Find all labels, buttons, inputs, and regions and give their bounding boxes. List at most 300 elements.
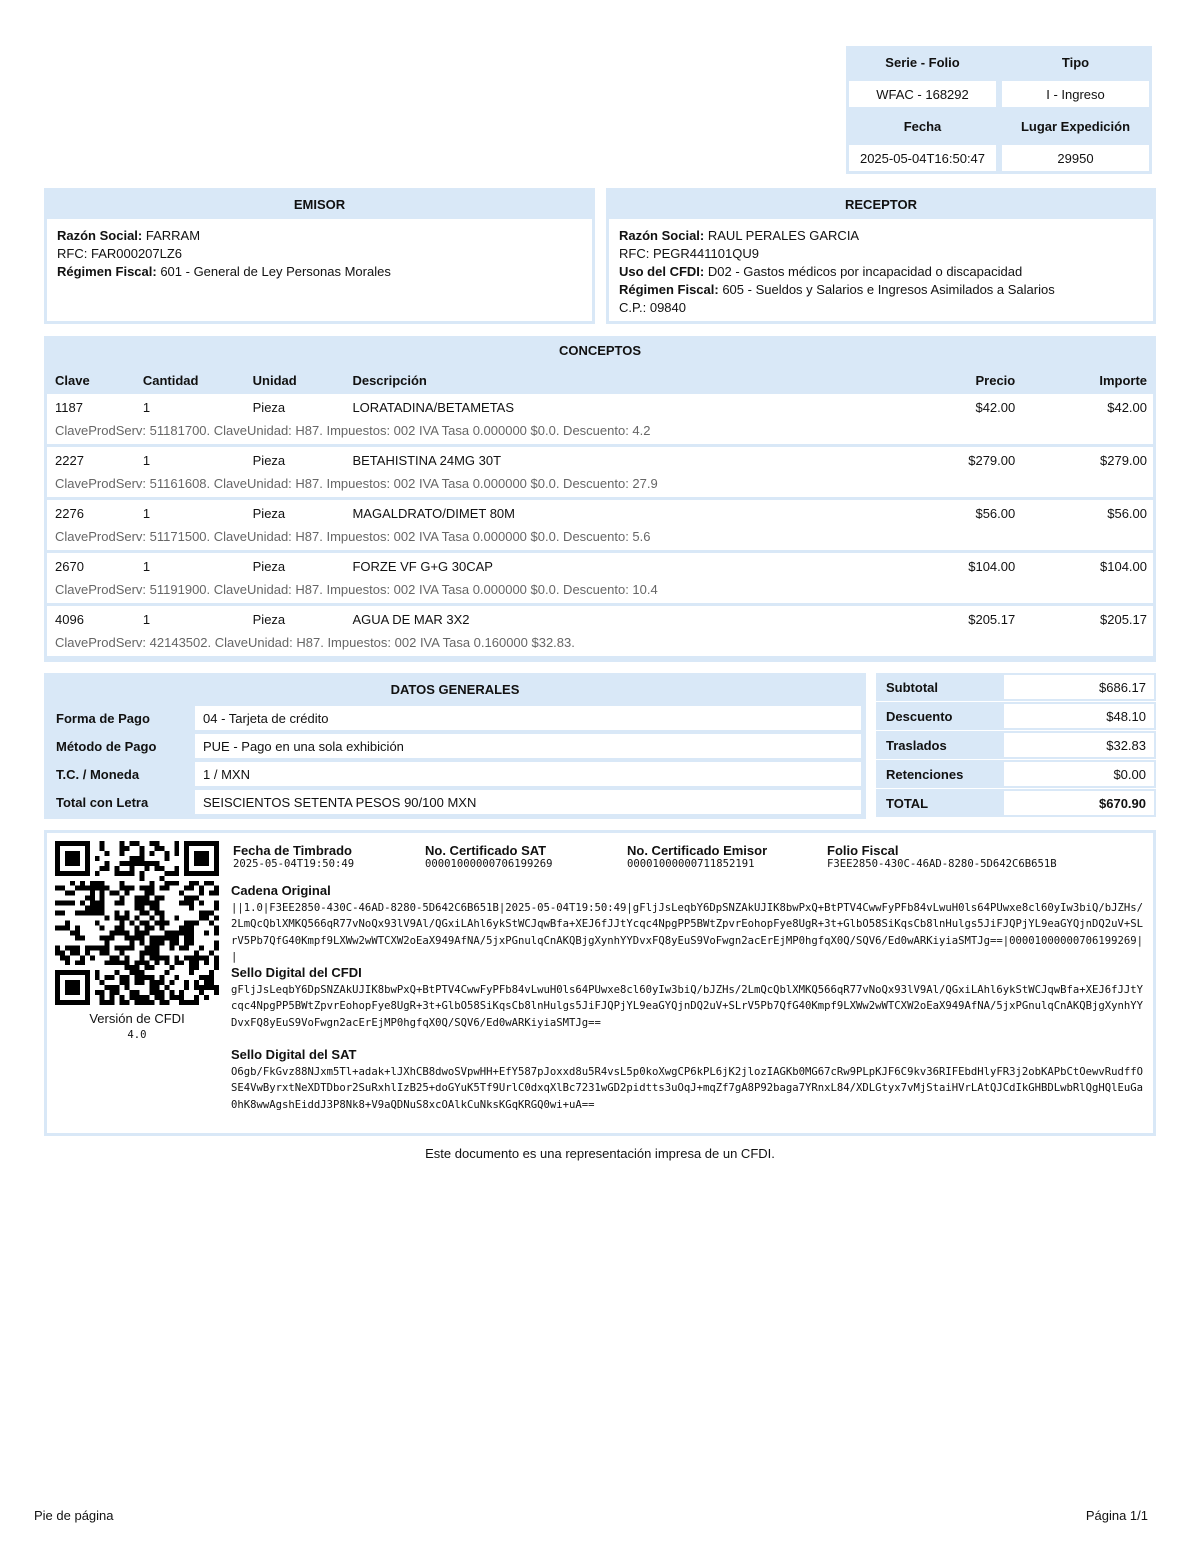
qr-module bbox=[85, 866, 90, 871]
qr-module bbox=[115, 925, 120, 930]
qr-module bbox=[149, 841, 154, 846]
concepto-clave: 2670 bbox=[55, 558, 84, 574]
tipo-value: I - Ingreso bbox=[999, 78, 1152, 110]
qr-module bbox=[139, 901, 144, 906]
qr-module bbox=[130, 935, 135, 940]
qr-module bbox=[105, 861, 110, 866]
qr-module bbox=[120, 975, 125, 980]
qr-module bbox=[100, 911, 105, 916]
col-cantidad: Cantidad bbox=[142, 372, 199, 388]
qr-module bbox=[105, 975, 110, 980]
qr-module bbox=[214, 985, 219, 990]
qr-module bbox=[194, 980, 199, 985]
qr-module bbox=[125, 930, 130, 935]
qr-module bbox=[55, 866, 60, 871]
qr-module bbox=[164, 1000, 169, 1005]
qr-module bbox=[125, 846, 130, 851]
qr-module bbox=[214, 891, 219, 896]
qr-module bbox=[125, 891, 130, 896]
qr-module bbox=[55, 851, 60, 856]
qr-module bbox=[90, 955, 95, 960]
qr-module bbox=[184, 985, 189, 990]
timbre-fiscal-section bbox=[44, 830, 1156, 1136]
qr-module bbox=[65, 856, 70, 861]
qr-module bbox=[204, 841, 209, 846]
qr-module bbox=[189, 896, 194, 901]
qr-module bbox=[135, 960, 140, 965]
qr-module bbox=[110, 995, 115, 1000]
qr-module bbox=[135, 1000, 140, 1005]
qr-module bbox=[199, 955, 204, 960]
qr-module bbox=[214, 841, 219, 846]
concepto-importe: $279.00 bbox=[1100, 452, 1147, 468]
qr-module bbox=[189, 960, 194, 965]
qr-module bbox=[115, 960, 120, 965]
qr-module bbox=[179, 990, 184, 995]
qr-module bbox=[55, 846, 60, 851]
qr-module bbox=[105, 960, 110, 965]
qr-module bbox=[184, 921, 189, 926]
qr-module bbox=[149, 955, 154, 960]
qr-module bbox=[130, 871, 135, 876]
qr-module bbox=[174, 930, 179, 935]
qr-module bbox=[214, 945, 219, 950]
qr-module bbox=[169, 980, 174, 985]
qr-module bbox=[204, 960, 209, 965]
concepto-unidad: Pieza bbox=[252, 505, 286, 521]
qr-module bbox=[55, 990, 60, 995]
qr-module bbox=[65, 841, 70, 846]
qr-module bbox=[159, 1000, 164, 1005]
qr-module bbox=[154, 846, 159, 851]
qr-module bbox=[80, 886, 85, 891]
qr-module bbox=[164, 881, 169, 886]
qr-module bbox=[184, 871, 189, 876]
concepto-descripcion: BETAHISTINA 24MG 30T bbox=[352, 452, 502, 468]
receptor-title: RECEPTOR bbox=[609, 191, 1153, 219]
qr-module bbox=[100, 995, 105, 1000]
qr-module bbox=[120, 851, 125, 856]
qr-module bbox=[154, 980, 159, 985]
qr-module bbox=[120, 960, 125, 965]
qr-module bbox=[144, 886, 149, 891]
qr-module bbox=[149, 861, 154, 866]
qr-module bbox=[80, 841, 85, 846]
qr-module bbox=[90, 891, 95, 896]
qr-module bbox=[159, 886, 164, 891]
qr-module bbox=[214, 846, 219, 851]
qr-module bbox=[214, 965, 219, 970]
col-unidad: Unidad bbox=[252, 372, 297, 388]
qr-module bbox=[189, 925, 194, 930]
qr-module bbox=[149, 950, 154, 955]
qr-module bbox=[189, 901, 194, 906]
qr-module bbox=[144, 925, 149, 930]
total-row bbox=[876, 789, 1156, 817]
qr-module bbox=[209, 841, 214, 846]
metodo-pago-row bbox=[47, 732, 863, 760]
qr-module bbox=[60, 950, 65, 955]
qr-module bbox=[184, 846, 189, 851]
qr-module bbox=[105, 940, 110, 945]
qr-module bbox=[209, 985, 214, 990]
metodo-pago-label: Método de Pago bbox=[47, 732, 193, 760]
fecha-value: 2025-05-04T16:50:47 bbox=[846, 142, 999, 174]
qr-module bbox=[135, 975, 140, 980]
qr-module bbox=[70, 990, 75, 995]
qr-module bbox=[60, 970, 65, 975]
forma-pago-value: 04 - Tarjeta de crédito bbox=[193, 704, 863, 732]
qr-module bbox=[149, 906, 154, 911]
qr-module bbox=[70, 851, 75, 856]
concepto-precio: $104.00 bbox=[968, 558, 1016, 574]
qr-module bbox=[139, 1000, 144, 1005]
qr-module bbox=[179, 930, 184, 935]
qr-module bbox=[55, 911, 60, 916]
qr-module bbox=[159, 940, 164, 945]
qr-module bbox=[105, 886, 110, 891]
qr-module bbox=[60, 1000, 65, 1005]
qr-module bbox=[214, 916, 219, 921]
qr-module bbox=[139, 911, 144, 916]
qr-module bbox=[209, 980, 214, 985]
qr-module bbox=[149, 940, 154, 945]
fecha-timbrado-value: 2025-05-04T19:50:49 bbox=[233, 858, 355, 870]
qr-module bbox=[80, 901, 85, 906]
qr-module bbox=[80, 911, 85, 916]
qr-module bbox=[139, 861, 144, 866]
total-letra-row bbox=[47, 788, 863, 816]
qr-module bbox=[194, 841, 199, 846]
qr-module bbox=[130, 841, 135, 846]
qr-module bbox=[184, 955, 189, 960]
concepto-clave: 1187 bbox=[55, 399, 83, 415]
qr-module bbox=[120, 995, 125, 1000]
qr-module bbox=[70, 856, 75, 861]
qr-module bbox=[135, 861, 140, 866]
qr-module bbox=[209, 921, 214, 926]
qr-module bbox=[65, 851, 70, 856]
qr-module bbox=[55, 861, 60, 866]
qr-module bbox=[55, 1000, 60, 1005]
qr-module bbox=[204, 851, 209, 856]
qr-module bbox=[90, 901, 95, 906]
qr-module bbox=[75, 930, 80, 935]
receptor-regimen: Régimen Fiscal: 605 - Sueldos y Salarios e Ingresos Asimilados a Salarios bbox=[619, 282, 1055, 297]
sello-sat bbox=[231, 1047, 1149, 1113]
qr-module bbox=[55, 985, 60, 990]
cfdi-header-table bbox=[846, 46, 1152, 174]
qr-module bbox=[125, 916, 130, 921]
qr-module bbox=[80, 1000, 85, 1005]
qr-module bbox=[135, 990, 140, 995]
qr-module bbox=[199, 841, 204, 846]
concepto-row bbox=[47, 606, 1153, 656]
qr-module bbox=[135, 930, 140, 935]
qr-module bbox=[189, 935, 194, 940]
qr-module bbox=[204, 975, 209, 980]
qr-module bbox=[120, 901, 125, 906]
qr-module bbox=[60, 911, 65, 916]
qr-module bbox=[110, 985, 115, 990]
qr-module bbox=[115, 866, 120, 871]
qr-module bbox=[199, 901, 204, 906]
forma-pago-label: Forma de Pago bbox=[47, 704, 193, 732]
concepto-precio: $205.17 bbox=[968, 611, 1016, 627]
qr-module bbox=[139, 975, 144, 980]
qr-module bbox=[214, 960, 219, 965]
qr-module bbox=[70, 871, 75, 876]
subtotal-value: $686.17 bbox=[1002, 673, 1156, 701]
total-letra-label: Total con Letra bbox=[47, 788, 193, 816]
qr-module bbox=[65, 861, 70, 866]
qr-module bbox=[85, 861, 90, 866]
receptor-section bbox=[606, 188, 1156, 324]
qr-module bbox=[154, 911, 159, 916]
qr-module bbox=[120, 846, 125, 851]
qr-module bbox=[95, 886, 100, 891]
qr-module bbox=[125, 935, 130, 940]
qr-module bbox=[184, 896, 189, 901]
qr-module bbox=[159, 975, 164, 980]
receptor-razon-social: Razón Social: RAUL PERALES GARCIA bbox=[619, 228, 860, 243]
qr-module bbox=[65, 955, 70, 960]
qr-module bbox=[85, 906, 90, 911]
qr-module bbox=[135, 925, 140, 930]
qr-module bbox=[214, 866, 219, 871]
qr-module bbox=[75, 911, 80, 916]
qr-module bbox=[169, 965, 174, 970]
qr-module bbox=[159, 896, 164, 901]
qr-module bbox=[149, 975, 154, 980]
qr-module bbox=[125, 960, 130, 965]
qr-module bbox=[110, 960, 115, 965]
qr-module bbox=[55, 925, 60, 930]
qr-module bbox=[174, 871, 179, 876]
qr-module bbox=[115, 990, 120, 995]
receptor-uso-cfdi: Uso del CFDI: D02 - Gastos médicos por incapacidad o discapacidad bbox=[619, 264, 1023, 279]
qr-module bbox=[194, 950, 199, 955]
qr-module bbox=[65, 980, 70, 985]
concepto-unidad: Pieza bbox=[252, 558, 286, 574]
qr-module bbox=[110, 990, 115, 995]
qr-module bbox=[154, 841, 159, 846]
qr-module bbox=[110, 1000, 115, 1005]
qr-module bbox=[90, 906, 95, 911]
fecha-timbrado bbox=[233, 843, 354, 870]
qr-module bbox=[75, 856, 80, 861]
qr-module bbox=[174, 940, 179, 945]
qr-module bbox=[174, 995, 179, 1000]
qr-module bbox=[100, 886, 105, 891]
qr-module bbox=[169, 995, 174, 1000]
total-value: $670.90 bbox=[1002, 789, 1156, 817]
descuento-value: $48.10 bbox=[1002, 702, 1156, 730]
qr-module bbox=[95, 906, 100, 911]
concepto-detalle: ClaveProdServ: 42143502. ClaveUnidad: H87. Impuestos: 002 IVA Tasa 0.160000 $32.83. bbox=[55, 635, 575, 650]
qr-module bbox=[209, 975, 214, 980]
qr-module bbox=[100, 901, 105, 906]
qr-module bbox=[194, 960, 199, 965]
qr-module bbox=[199, 861, 204, 866]
qr-module bbox=[189, 940, 194, 945]
serie-folio-value: WFAC - 168292 bbox=[846, 78, 999, 110]
qr-module bbox=[85, 911, 90, 916]
total-label: TOTAL bbox=[876, 789, 1002, 817]
retenciones-row bbox=[876, 760, 1156, 788]
emisor-rfc: RFC: FAR000207LZ6 bbox=[57, 246, 183, 261]
qr-module bbox=[95, 911, 100, 916]
qr-module bbox=[169, 881, 174, 886]
cert-emisor-value: 00001000000711852191 bbox=[627, 858, 755, 870]
serie-folio-label: Serie - Folio bbox=[846, 46, 999, 78]
qr-module bbox=[189, 881, 194, 886]
qr-module bbox=[75, 925, 80, 930]
qr-module bbox=[194, 861, 199, 866]
qr-module bbox=[169, 945, 174, 950]
retenciones-value: $0.00 bbox=[1002, 760, 1156, 788]
qr-module bbox=[214, 906, 219, 911]
concepto-clave: 2227 bbox=[55, 452, 84, 468]
cert-emisor bbox=[627, 843, 767, 870]
qr-module bbox=[209, 881, 214, 886]
qr-module bbox=[55, 871, 60, 876]
emisor-regimen: Régimen Fiscal: 601 - General de Ley Personas Morales bbox=[57, 264, 391, 279]
qr-module bbox=[65, 985, 70, 990]
qr-module bbox=[100, 846, 105, 851]
qr-module bbox=[100, 881, 105, 886]
qr-module bbox=[105, 916, 110, 921]
qr-module bbox=[154, 955, 159, 960]
qr-module bbox=[154, 990, 159, 995]
qr-module bbox=[95, 975, 100, 980]
qr-module bbox=[90, 945, 95, 950]
qr-module bbox=[100, 896, 105, 901]
qr-module bbox=[95, 970, 100, 975]
qr-module bbox=[135, 965, 140, 970]
qr-module bbox=[159, 935, 164, 940]
qr-module bbox=[199, 886, 204, 891]
qr-module bbox=[130, 970, 135, 975]
qr-module bbox=[194, 995, 199, 1000]
emisor-title: EMISOR bbox=[47, 191, 592, 219]
qr-module bbox=[95, 901, 100, 906]
qr-module bbox=[60, 871, 65, 876]
concepto-importe: $42.00 bbox=[1107, 399, 1147, 415]
qr-module bbox=[144, 930, 149, 935]
concepto-detalle: ClaveProdServ: 51161608. ClaveUnidad: H87. Impuestos: 002 IVA Tasa 0.000000 $0.0. Descuento: 27.9 bbox=[55, 476, 658, 491]
qr-module bbox=[189, 965, 194, 970]
qr-module bbox=[189, 886, 194, 891]
fecha-timbrado-label: Fecha de Timbrado bbox=[233, 843, 352, 858]
qr-module bbox=[199, 990, 204, 995]
qr-module bbox=[55, 856, 60, 861]
qr-module bbox=[85, 970, 90, 975]
qr-module bbox=[214, 990, 219, 995]
qr-module bbox=[70, 841, 75, 846]
emisor-section bbox=[44, 188, 595, 324]
qr-module bbox=[75, 1000, 80, 1005]
qr-module bbox=[179, 891, 184, 896]
qr-module bbox=[174, 935, 179, 940]
qr-module bbox=[110, 935, 115, 940]
qr-module bbox=[130, 940, 135, 945]
qr-module bbox=[139, 871, 144, 876]
qr-module bbox=[115, 891, 120, 896]
qr-module bbox=[174, 851, 179, 856]
qr-module bbox=[139, 930, 144, 935]
qr-module bbox=[100, 891, 105, 896]
qr-module bbox=[90, 881, 95, 886]
qr-module bbox=[120, 925, 125, 930]
qr-module bbox=[55, 950, 60, 955]
qr-module bbox=[139, 950, 144, 955]
concepto-cantidad: 1 bbox=[142, 452, 151, 468]
qr-module bbox=[214, 851, 219, 856]
qr-module bbox=[184, 851, 189, 856]
qr-module bbox=[144, 896, 149, 901]
tipo-label: Tipo bbox=[999, 46, 1152, 78]
qr-module bbox=[120, 980, 125, 985]
totales-section bbox=[876, 673, 1156, 819]
qr-module bbox=[174, 841, 179, 846]
qr-module bbox=[209, 970, 214, 975]
qr-module bbox=[189, 955, 194, 960]
qr-module bbox=[115, 985, 120, 990]
qr-module bbox=[115, 901, 120, 906]
qr-module bbox=[194, 985, 199, 990]
qr-module bbox=[184, 841, 189, 846]
qr-module bbox=[85, 856, 90, 861]
qr-module bbox=[179, 945, 184, 950]
qr-module bbox=[75, 871, 80, 876]
qr-module bbox=[194, 896, 199, 901]
qr-module bbox=[149, 925, 154, 930]
folio-fiscal-value: F3EE2850-430C-46AD-8280-5D642C6B651B bbox=[827, 858, 1057, 870]
qr-module bbox=[164, 960, 169, 965]
footer-left: Pie de página bbox=[34, 1508, 114, 1523]
qr-module bbox=[115, 930, 120, 935]
qr-module bbox=[100, 866, 105, 871]
qr-module bbox=[184, 940, 189, 945]
qr-module bbox=[159, 866, 164, 871]
qr-module bbox=[90, 911, 95, 916]
qr-module bbox=[179, 995, 184, 1000]
qr-module bbox=[100, 980, 105, 985]
qr-module bbox=[199, 911, 204, 916]
qr-module bbox=[139, 851, 144, 856]
qr-module bbox=[85, 886, 90, 891]
concepto-descripcion: FORZE VF G+G 30CAP bbox=[352, 558, 493, 574]
qr-module bbox=[159, 980, 164, 985]
qr-module bbox=[204, 881, 209, 886]
concepto-unidad: Pieza bbox=[252, 611, 286, 627]
qr-module bbox=[144, 911, 149, 916]
qr-module bbox=[110, 930, 115, 935]
qr-module bbox=[65, 960, 70, 965]
qr-module bbox=[85, 980, 90, 985]
folio-fiscal-label: Folio Fiscal bbox=[827, 843, 899, 858]
qr-module bbox=[154, 921, 159, 926]
qr-module bbox=[110, 955, 115, 960]
qr-module bbox=[100, 990, 105, 995]
qr-module bbox=[70, 945, 75, 950]
qr-module bbox=[139, 846, 144, 851]
qr-module bbox=[184, 901, 189, 906]
qr-module bbox=[75, 935, 80, 940]
concepto-importe: $104.00 bbox=[1100, 558, 1147, 574]
qr-module bbox=[149, 1000, 154, 1005]
